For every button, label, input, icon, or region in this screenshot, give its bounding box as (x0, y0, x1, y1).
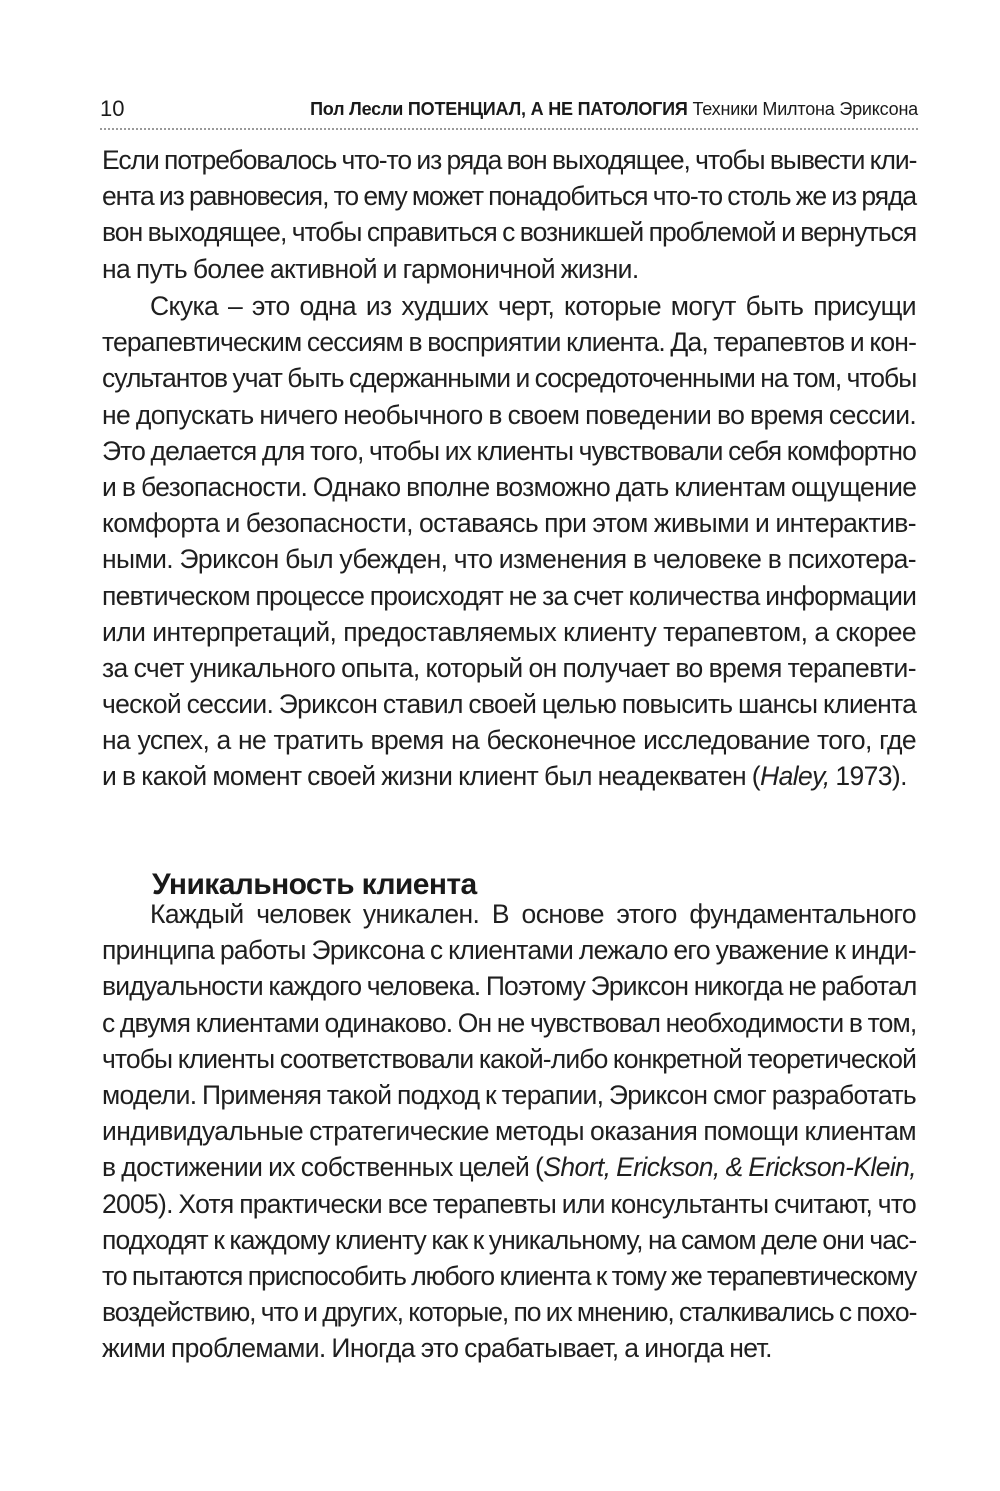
page-number: 10 (100, 96, 125, 121)
text-line: или интерпретаций, предоставляемых клиенту терапевтом, а скорее (102, 616, 916, 647)
header-dotted-rule (100, 128, 918, 130)
text-line: не допускать ничего необычного в своем поведении во время сессии. (102, 399, 917, 430)
text-line: Каждый человек уникален. В основе этого фундаментального (150, 899, 916, 929)
citation-author: Haley, (760, 761, 830, 792)
text-line: Скука – это одна из худших черт, которые могут быть присущи (150, 291, 916, 321)
text-line: певтическом процессе происходят не за счет количества информации (102, 580, 917, 611)
text-line: с двумя клиентами одинаково. Он не чувствовал необходимости в том, (102, 1007, 917, 1038)
text-line: Если потребовалось что-то из ряда вон выходящее, чтобы вывести кли- (102, 145, 917, 175)
header-title (310, 96, 918, 122)
text-line: 2005). Хотя практически все терапевты или консультанты считают, что (102, 1188, 916, 1219)
text-line: Это делается для того, чтобы их клиенты чувствовали себя комфортно (102, 435, 916, 466)
text-line: сультантов учат быть сдержанными и сосредоточенными на том, чтобы (102, 363, 917, 394)
paragraph-2 (102, 288, 916, 795)
text-line: модели. Применяя такой подход к терапии, Эриксон смог разработать (102, 1079, 916, 1110)
paragraph-1 (102, 142, 916, 287)
text-line: за счет уникального опыта, который он получает во время терапевти- (102, 652, 916, 683)
text-line: индивидуальные стратегические методы оказания помощи клиентам (102, 1116, 916, 1147)
header-subtitle: Техники Милтона Эриксона (692, 99, 918, 119)
text-line: воздействию, что и других, которые, по их мнению, сталкивались с похо- (102, 1297, 917, 1328)
text-line: терапевтическим сессиям в восприятии клиента. Да, терапевтов и кон- (102, 327, 917, 358)
text-line: чтобы клиенты соответствовали какой-либо конкретной теоретической (102, 1043, 917, 1074)
text-line: видуальности каждого человека. Поэтому Эриксон никогда не работал (102, 971, 917, 1002)
text-line-citation: и в какой момент своей жизни клиент был неадекватен (Haley, 1973). (102, 761, 907, 792)
text-line: то пытаются приспособить любого клиента к тому же терапевтическому (102, 1260, 917, 1291)
text-line: и в безопасности. Однако вполне возможно дать клиентам ощущение (102, 471, 917, 502)
text-line: ента из равновесия, то ему может понадобиться что-то столь же из ряда (102, 181, 917, 212)
citation-authors: Short, Erickson, & Erickson-Klein, (543, 1152, 917, 1183)
text-line: вон выходящее, чтобы справиться с возникшей проблемой и вернуться (102, 217, 917, 248)
text-line: на путь более активной и гармоничной жизни. (102, 253, 639, 284)
paragraph-3 (102, 896, 916, 1366)
header-book-title: ПОТЕНЦИАЛ, А НЕ ПАТОЛОГИЯ (407, 99, 688, 119)
text-line: жими проблемами. Иногда это срабатывает, а иногда нет. (102, 1333, 772, 1364)
header-author: Пол Лесли (310, 99, 404, 119)
text-line: на успех, а не тратить время на бесконечное исследование того, где (102, 725, 916, 756)
running-header (100, 94, 918, 124)
text-line: ческой сессии. Эриксон ставил своей целью повысить шансы клиента (102, 689, 917, 720)
text-line: ными. Эриксон был убежден, что изменения в человеке в психотера- (102, 544, 916, 575)
text-line-citation: в достижении их собственных целей (Short, Erickson, & Erickson-Klein, (102, 1152, 917, 1183)
text-line: подходят к каждому клиенту как к уникальному, на самом деле они час- (102, 1224, 917, 1255)
text-line: принципа работы Эриксона с клиентами лежало его уважение к инди- (102, 935, 916, 966)
text-line: комфорта и безопасности, оставаясь при этом живыми и интерактив- (102, 508, 916, 539)
section-heading: Уникальность клиента (152, 867, 477, 901)
